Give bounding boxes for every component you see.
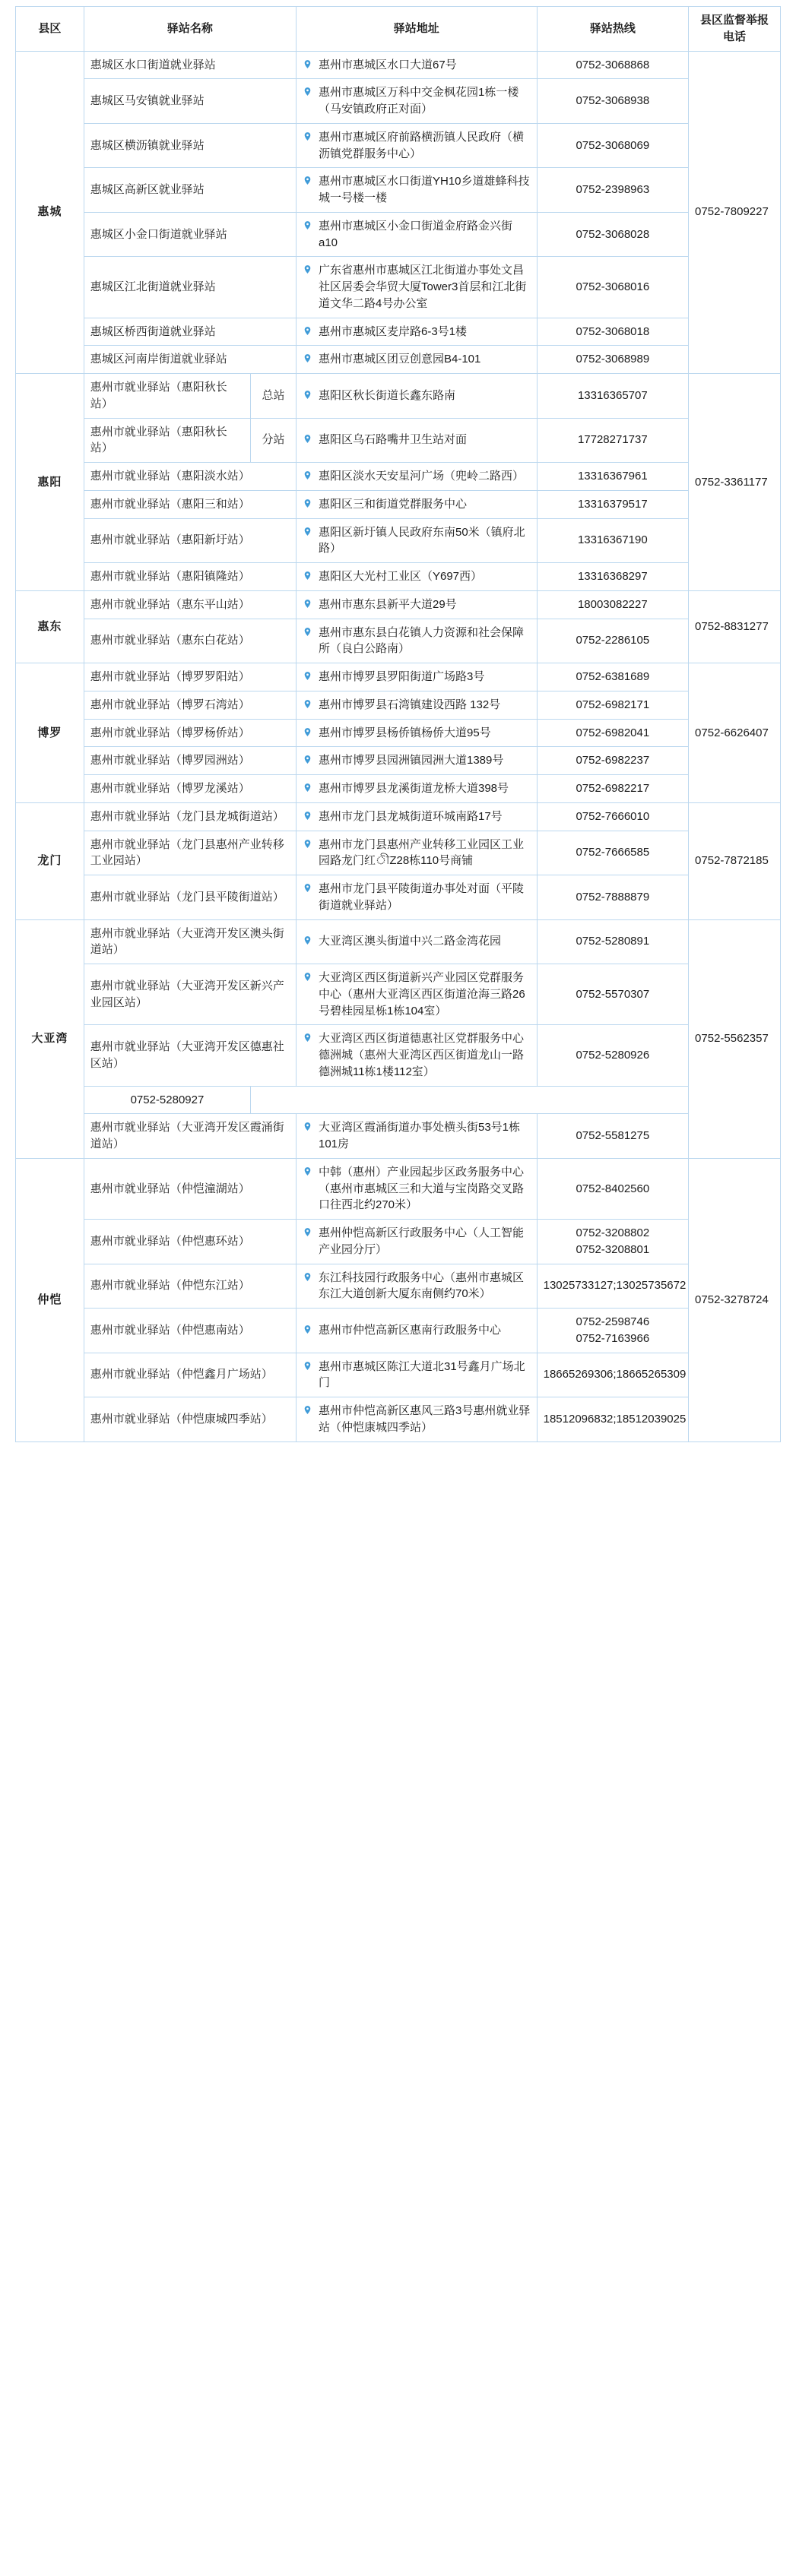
station-address-cell <box>296 518 537 563</box>
table-row <box>16 463 781 491</box>
table-row <box>16 346 781 374</box>
station-address-cell <box>296 831 537 875</box>
station-name-cell: 惠州市就业驿站（惠阳三和站） <box>84 490 296 518</box>
station-name-cell: 惠城区小金口街道就业驿站 <box>84 212 296 257</box>
location-pin-icon <box>303 390 312 400</box>
supervise-tel-cell: 0752-8831277 <box>689 590 781 663</box>
location-pin-icon <box>303 498 312 508</box>
station-subtype-cell: 总站 <box>251 374 297 419</box>
supervise-tel-cell: 0752-3361177 <box>689 374 781 591</box>
station-address-cell <box>296 563 537 591</box>
location-pin-icon <box>303 326 312 336</box>
location-pin-icon <box>303 59 312 69</box>
table-row <box>16 374 781 419</box>
table-row <box>16 1309 781 1353</box>
station-hotline-cell: 18003082227 <box>537 590 688 619</box>
table-row <box>16 1158 781 1219</box>
address-text: 惠州市惠城区水口大道67号 <box>318 58 457 71</box>
table-row <box>16 563 781 591</box>
station-address-cell <box>296 374 537 419</box>
table-row <box>16 802 781 831</box>
table-row <box>16 318 781 346</box>
station-address-cell <box>296 919 537 964</box>
location-pin-icon <box>303 972 312 982</box>
station-address-cell <box>296 663 537 691</box>
address-text: 惠州市惠东县新平大道29号 <box>318 597 457 611</box>
supervise-tel-cell: 0752-7809227 <box>689 51 781 374</box>
station-address-cell <box>296 463 537 491</box>
station-name-cell: 惠州市就业驿站（惠阳新圩站） <box>84 518 296 563</box>
station-name-cell: 惠城区桥西街道就业驿站 <box>84 318 296 346</box>
address-text: 惠阳区乌石路嘴井卫生站对面 <box>318 433 467 447</box>
table-row <box>16 619 781 663</box>
location-pin-icon <box>303 671 312 681</box>
table-row <box>16 123 781 168</box>
table-row <box>16 919 781 964</box>
station-address-cell <box>296 802 537 831</box>
station-hotline-cell: 0752-3068069 <box>537 123 688 168</box>
location-pin-icon <box>303 220 312 230</box>
station-hotline-cell: 0752-6381689 <box>537 663 688 691</box>
address-text: 惠州市博罗县罗阳街道广场路3号 <box>318 670 485 683</box>
station-hotline-cell: 0752-3068028 <box>537 212 688 257</box>
table-row <box>16 1264 781 1309</box>
station-name-cell: 惠州市就业驿站（仲恺东江站） <box>84 1264 296 1309</box>
station-name-cell: 惠州市就业驿站（博罗园洲站） <box>84 747 296 775</box>
station-name-cell: 惠州市就业驿站（惠阳秋长站） <box>84 418 250 463</box>
station-hotline-cell: 18512096832;18512039025 <box>537 1397 688 1442</box>
station-name-cell: 惠州市就业驿站（惠阳秋长站） <box>84 374 250 419</box>
table-row <box>16 51 781 79</box>
station-address-cell <box>296 719 537 747</box>
station-hotline-cell: 0752-7666585 <box>537 831 688 875</box>
station-hotline-cell: 0752-3068989 <box>537 346 688 374</box>
table-row <box>16 775 781 803</box>
station-directory-table <box>15 6 781 1442</box>
location-pin-icon <box>303 811 312 821</box>
station-address-cell <box>296 590 537 619</box>
station-name-cell: 惠州市就业驿站（龙门县龙城街道站） <box>84 802 296 831</box>
station-hotline-cell: 13316367961 <box>537 463 688 491</box>
station-hotline-cell: 0752-5570307 <box>537 964 688 1025</box>
location-pin-icon <box>303 353 312 363</box>
table-row <box>16 1397 781 1442</box>
station-name-cell: 惠城区河南岸街道就业驿站 <box>84 346 296 374</box>
location-pin-icon <box>303 1405 312 1415</box>
location-pin-icon <box>303 176 312 185</box>
station-address-cell <box>296 346 537 374</box>
address-text: 惠阳区淡水天安星河广场（兜岭二路西） <box>318 470 524 483</box>
station-address-cell <box>296 964 537 1025</box>
station-hotline-cell: 0752-6982237 <box>537 747 688 775</box>
station-name-cell: 惠州市就业驿站（仲恺康城四季站） <box>84 1397 296 1442</box>
station-address-cell <box>296 1264 537 1309</box>
location-pin-icon <box>303 1361 312 1371</box>
location-pin-icon <box>303 783 312 793</box>
location-pin-icon <box>303 599 312 609</box>
station-hotline-cell: 0752-5280891 <box>537 919 688 964</box>
location-pin-icon <box>303 839 312 849</box>
table-body <box>16 51 781 1441</box>
station-address-cell <box>296 775 537 803</box>
station-address-cell <box>296 418 537 463</box>
location-pin-icon <box>303 527 312 536</box>
table-row <box>16 490 781 518</box>
address-text: 惠州市龙门县龙城街道环城南路17号 <box>318 809 503 823</box>
station-address-cell <box>296 123 537 168</box>
station-hotline-cell: 13316379517 <box>537 490 688 518</box>
supervise-tel-cell: 0752-5562357 <box>689 919 781 1158</box>
header-station-address: 驿站地址 <box>296 7 537 52</box>
station-address-cell <box>296 1353 537 1397</box>
station-hotline-cell: 0752-2598746 0752-7163966 <box>537 1309 688 1353</box>
header-supervise-tel: 县区监督举报电话 <box>689 7 781 52</box>
supervise-tel-cell: 0752-6626407 <box>689 663 781 803</box>
station-name-cell: 惠州市就业驿站（龙门县平陵街道站） <box>84 875 296 920</box>
station-name-cell: 惠州市就业驿站（惠阳淡水站） <box>84 463 296 491</box>
address-text: 中韩（惠州）产业园起步区政务服务中心（惠州市惠城区三和大道与宝岗路交叉路口往西北约270米） <box>318 1165 524 1212</box>
address-text: 惠州市惠城区水口街道YH10乡道雄蜂科技城一号楼一楼 <box>318 175 530 204</box>
table-row <box>16 1220 781 1264</box>
region-cell: 惠东 <box>16 590 84 663</box>
address-text: 惠阳区大光村工业区（Y697西） <box>318 570 483 583</box>
address-text: 大亚湾区西区街道新兴产业园区党群服务中心（惠州大亚湾区西区街道沧海三路26号碧桂园星栎1栋104室） <box>318 971 525 1017</box>
address-text: 惠州市龙门县惠州产业转移工业园区工业园路龙门红ীZ28栋110号商铺 <box>318 837 524 868</box>
table-row <box>16 257 781 318</box>
address-text: 惠阳区三和街道党群服务中心 <box>318 497 467 511</box>
table-row <box>16 590 781 619</box>
location-pin-icon <box>303 1166 312 1176</box>
location-pin-icon <box>303 727 312 737</box>
address-text: 惠州市博罗县龙溪街道龙桥大道398号 <box>318 782 509 795</box>
station-name-cell: 惠州市就业驿站（博罗龙溪站） <box>84 775 296 803</box>
station-hotline-cell: 0752-5280927 <box>84 1086 250 1114</box>
station-address-cell <box>296 51 537 79</box>
address-text: 惠州市博罗县石湾镇建设西路 132号 <box>318 698 501 711</box>
station-address-cell <box>296 1158 537 1219</box>
address-text: 惠州市龙门县平陵街道办事处对面（平陵街道就业驿站） <box>318 882 524 912</box>
station-hotline-cell: 0752-6982041 <box>537 719 688 747</box>
table-row <box>16 1086 781 1114</box>
station-hotline-cell: 0752-5280926 <box>537 1025 688 1086</box>
station-hotline-cell: 0752-6982171 <box>537 691 688 719</box>
address-text: 惠州市惠城区团豆创意园B4-101 <box>318 353 481 366</box>
station-address-cell <box>296 490 537 518</box>
table-header <box>16 7 781 52</box>
address-text: 惠阳区新圩镇人民政府东南50米（镇府北路） <box>318 525 525 555</box>
location-pin-icon <box>303 264 312 274</box>
table-row <box>16 168 781 213</box>
station-hotline-cell: 17728271737 <box>537 418 688 463</box>
table-row <box>16 1353 781 1397</box>
station-hotline-cell: 0752-3068868 <box>537 51 688 79</box>
station-name-cell: 惠州市就业驿站（惠东平山站） <box>84 590 296 619</box>
region-cell: 大亚湾 <box>16 919 84 1158</box>
table-row <box>16 875 781 920</box>
location-pin-icon <box>303 131 312 141</box>
table-row <box>16 518 781 563</box>
table-row <box>16 1114 781 1159</box>
station-name-cell: 惠州市就业驿站（大亚湾开发区霞涌街道站） <box>84 1114 296 1159</box>
station-hotline-cell: 13316367190 <box>537 518 688 563</box>
location-pin-icon <box>303 883 312 893</box>
station-name-cell: 惠城区横沥镇就业驿站 <box>84 123 296 168</box>
location-pin-icon <box>303 434 312 444</box>
station-name-cell: 惠州市就业驿站（仲恺鑫月广场站） <box>84 1353 296 1397</box>
station-hotline-cell: 0752-5581275 <box>537 1114 688 1159</box>
station-name-cell: 惠州市就业驿站（博罗石湾站） <box>84 691 296 719</box>
station-hotline-cell: 18665269306;18665265309 <box>537 1353 688 1397</box>
address-text: 惠阳区秋长街道长鑫东路南 <box>318 388 455 402</box>
region-cell: 仲恺 <box>16 1158 84 1441</box>
station-hotline-cell: 0752-7888879 <box>537 875 688 920</box>
station-address-cell <box>296 1025 537 1086</box>
station-name-cell: 惠州市就业驿站（惠东白花站） <box>84 619 296 663</box>
location-pin-icon <box>303 87 312 97</box>
address-text: 惠州市博罗县杨侨镇杨侨大道95号 <box>318 726 491 739</box>
address-text: 惠州市博罗县园洲镇园洲大道1389号 <box>318 754 504 767</box>
station-subtype-cell: 分站 <box>251 418 297 463</box>
station-address-cell <box>296 318 537 346</box>
station-address-cell <box>296 1114 537 1159</box>
location-pin-icon <box>303 699 312 709</box>
station-address-cell <box>296 79 537 124</box>
station-address-cell <box>296 257 537 318</box>
station-address-cell <box>296 212 537 257</box>
station-hotline-cell: 0752-3068938 <box>537 79 688 124</box>
station-address-cell <box>296 619 537 663</box>
station-name-cell: 惠城区马安镇就业驿站 <box>84 79 296 124</box>
address-text: 惠州市惠城区麦岸路6-3号1楼 <box>318 324 468 338</box>
region-cell: 博罗 <box>16 663 84 803</box>
address-text: 惠州市仲恺高新区惠南行政服务中心 <box>318 1323 501 1337</box>
station-name-cell: 惠州市就业驿站（惠阳镇隆站） <box>84 563 296 591</box>
address-text: 惠州市仲恺高新区惠风三路3号惠州就业驿站（仲恺康城四季站） <box>318 1404 531 1434</box>
station-hotline-cell: 0752-3208802 0752-3208801 <box>537 1220 688 1264</box>
station-hotline-cell: 0752-8402560 <box>537 1158 688 1219</box>
station-address-cell <box>296 691 537 719</box>
address-text: 惠州市惠城区小金口街道金府路金兴街a10 <box>318 219 512 249</box>
station-name-cell: 惠城区高新区就业驿站 <box>84 168 296 213</box>
station-name-cell: 惠州市就业驿站（博罗罗阳站） <box>84 663 296 691</box>
region-cell: 惠城 <box>16 51 84 374</box>
header-station-name: 驿站名称 <box>84 7 296 52</box>
station-address-cell <box>296 875 537 920</box>
station-hotline-cell: 0752-2286105 <box>537 619 688 663</box>
station-hotline-cell: 13316368297 <box>537 563 688 591</box>
station-address-cell <box>296 1397 537 1442</box>
region-cell: 惠阳 <box>16 374 84 591</box>
station-address-cell <box>296 747 537 775</box>
station-name-cell: 惠州市就业驿站（大亚湾开发区澳头街道站） <box>84 919 296 964</box>
station-hotline-cell: 0752-3068018 <box>537 318 688 346</box>
location-pin-icon <box>303 571 312 581</box>
station-name-cell: 惠州市就业驿站（仲恺潼湖站） <box>84 1158 296 1219</box>
supervise-tel-cell: 0752-7872185 <box>689 802 781 919</box>
address-text: 惠州仲恺高新区行政服务中心（人工智能产业园分厅） <box>318 1226 524 1256</box>
location-pin-icon <box>303 1033 312 1043</box>
address-text: 惠州市惠城区陈江大道北31号鑫月广场北门 <box>318 1359 525 1390</box>
station-address-cell <box>296 168 537 213</box>
page-root <box>0 6 796 1442</box>
location-pin-icon <box>303 470 312 480</box>
header-station-hotline: 驿站热线 <box>537 7 688 52</box>
table-row <box>16 831 781 875</box>
address-text: 大亚湾区澳头街道中兴二路金湾花园 <box>318 935 501 948</box>
station-hotline-cell: 0752-2398963 <box>537 168 688 213</box>
header-row <box>16 7 781 52</box>
station-name-cell: 惠城区江北街道就业驿站 <box>84 257 296 318</box>
station-hotline-cell: 0752-3068016 <box>537 257 688 318</box>
table-row <box>16 964 781 1025</box>
address-text: 惠州市惠东县白花镇人力资源和社会保障所（良白公路南） <box>318 625 524 656</box>
table-row <box>16 719 781 747</box>
table-row <box>16 691 781 719</box>
location-pin-icon <box>303 1324 312 1334</box>
station-name-cell: 惠州市就业驿站（大亚湾开发区新兴产业园区站） <box>84 964 296 1025</box>
table-row <box>16 1025 781 1086</box>
station-hotline-cell: 13316365707 <box>537 374 688 419</box>
station-hotline-cell: 13025733127;13025735672 <box>537 1264 688 1309</box>
station-name-cell: 惠州市就业驿站（仲恺惠环站） <box>84 1220 296 1264</box>
address-text: 大亚湾区霞涌街道办事处横头街53号1栋101房 <box>318 1121 521 1150</box>
address-text: 广东省惠州市惠城区江北街道办事处文昌社区居委会华贸大厦Tower3首层和江北街道文华二路4号办公室 <box>318 264 527 310</box>
table-row <box>16 212 781 257</box>
station-name-cell: 惠州市就业驿站（大亚湾开发区德惠社区站） <box>84 1025 296 1086</box>
supervise-tel-cell: 0752-3278724 <box>689 1158 781 1441</box>
station-address-cell <box>296 1309 537 1353</box>
location-pin-icon <box>303 1272 312 1282</box>
location-pin-icon <box>303 627 312 637</box>
table-row <box>16 663 781 691</box>
region-cell: 龙门 <box>16 802 84 919</box>
table-row <box>16 418 781 463</box>
table-row <box>16 79 781 124</box>
location-pin-icon <box>303 755 312 764</box>
station-name-cell: 惠州市就业驿站（龙门县惠州产业转移工业园站） <box>84 831 296 875</box>
location-pin-icon <box>303 935 312 945</box>
station-hotline-cell: 0752-7666010 <box>537 802 688 831</box>
station-name-cell: 惠城区水口街道就业驿站 <box>84 51 296 79</box>
address-text: 东江科技园行政服务中心（惠州市惠城区东江大道创新大厦东南侧约70米） <box>318 1271 524 1301</box>
address-text: 惠州市惠城区府前路横沥镇人民政府（横沥镇党群服务中心） <box>318 130 524 160</box>
address-text: 惠州市惠城区万科中交金枫花园1栋一楼（马安镇政府正对面） <box>318 86 519 116</box>
station-name-cell: 惠州市就业驿站（博罗杨侨站） <box>84 719 296 747</box>
address-text: 大亚湾区西区街道德惠社区党群服务中心德洲城（惠州大亚湾区西区街道龙山一路德洲城11栋1楼112室） <box>318 1032 524 1078</box>
location-pin-icon <box>303 1227 312 1237</box>
location-pin-icon <box>303 1122 312 1131</box>
station-address-cell <box>296 1220 537 1264</box>
station-hotline-cell: 0752-6982217 <box>537 775 688 803</box>
station-name-cell: 惠州市就业驿站（仲恺惠南站） <box>84 1309 296 1353</box>
header-region: 县区 <box>16 7 84 52</box>
table-row <box>16 747 781 775</box>
